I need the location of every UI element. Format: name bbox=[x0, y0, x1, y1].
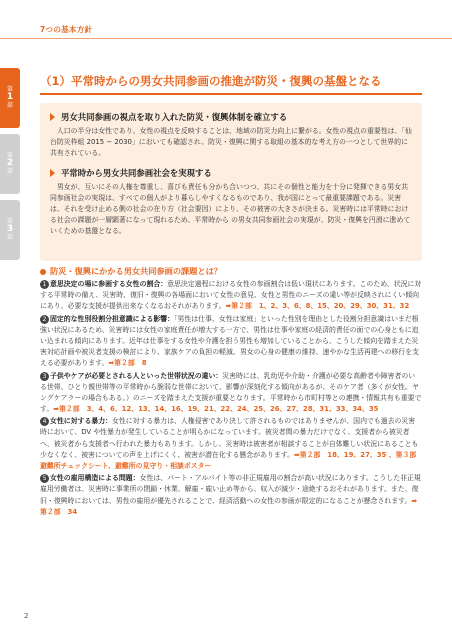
number-badge: 1 bbox=[40, 280, 49, 289]
part-tab-3[interactable]: 第 3 部 bbox=[0, 200, 20, 260]
cross-reference-link[interactable]: ➡第２部 1、2、3、6、8、15、20、29、30、31、32 bbox=[225, 302, 410, 311]
cross-reference-link[interactable]: ➡第２部 8 bbox=[108, 359, 147, 368]
number-badge: 5 bbox=[40, 474, 49, 483]
issues-heading: 防災・復興にかかる男女共同参画の課題とは？ bbox=[40, 266, 222, 277]
header-rule bbox=[0, 38, 452, 39]
issue-item: 1 意思決定の場に参画する女性の割合：意思決定過程における女性の参画割合は低い現状にあります。このため、状況に対する平常時の備え、災害時、復旧・復興の各場面において女性の意見、女性と男性のニーズの違い等が反映されにくい傾向にあり、必要な支援が提供出来なくなるおそれがあります。➡第２部 1、2、3、6、8、15、20、29、30、31、32 bbox=[40, 280, 422, 311]
part-tab-1[interactable]: 第 1 部 bbox=[0, 68, 20, 128]
chapter-label: 7つの基本方針 bbox=[40, 25, 93, 34]
number-badge: 3 bbox=[40, 372, 49, 381]
issue-item: 4 女性に対する暴力：女性に対する暴力は、人権侵害であり決して許されるものではありませんが、国内でも過去の災害時において、DV や性暴力が発生していることが明らかになっています。被災者間の暴力だけでなく、支援者から被災者へ、被災者から支援者へ行われた暴力もあります。しかし、災害時は被害者が相談することが自体難しい状況にあることも少なくなく、被害についての声を上げにくく、被害が潜在化する懸念があります。➡第２部 18、19、27、35 、第３部 避難所チェックシート、避難所の見守り・相談ポスター bbox=[40, 417, 424, 470]
principle-text-2: 男女が、互いにその人権を尊重し、喜びも責任も分かち合いつつ、共にその個性と能力を十分に発揮できる男女共同参画社会の実現は、すべての個人がより暮らしやすくなるものであり、我が国にとって最重要課題である。災害は、それを受け止める側の社会の在り方（社会要因）により、その被害の大きさが決まる。災害時には平常時における社会の課題が一層顕著になって現れるため、平常時から の男女共同参画社会の実現が、防災・復興を円滑に進めていくための基盤となる。 bbox=[50, 182, 411, 236]
principle-heading-2: 平常時から男女共同参画社会を実現する bbox=[50, 167, 412, 179]
principle-heading-1: 男女共同参画の視点を取り入れた防災・復興体制を確立する bbox=[50, 111, 412, 123]
number-badge: 4 bbox=[40, 417, 49, 426]
issue-item: 5 女性の雇用構造による問題：女性は、パート・アルバイト等の非正規雇用の割合が高い状況にあります。こうした非正規雇用労働者は、災害時に事業所の閉鎖・休業、解雇・雇い止め等から、収入が減少・途絶するおそれがあります。また、復旧・復興時においては、男性の雇用が優先されることで、経済活動への女性の参画が限定的になることが懸念されます。➡第２部 34 bbox=[40, 474, 421, 516]
number-badge: 2 bbox=[40, 315, 49, 324]
cross-reference-link[interactable]: ➡第２部 34 bbox=[40, 496, 418, 516]
section-title: （1）平常時からの男女共同参画の推進が防災・復興の基盤となる bbox=[40, 74, 382, 88]
part-tab-2[interactable]: 第 2 部 bbox=[0, 134, 20, 194]
triangle-bullet-icon bbox=[50, 113, 55, 121]
issue-item: 2 固定的な性別役割分担意識による影響：「男性は仕事、女性は家庭」といった性別を理由とした役割分担意識はいまだ根強い状況にあるため、災害時には女性の家庭責任が増大する一方で、男性は仕事や家庭の経済的責任の面での心身ともに追い込まれる傾向にあります。近年は仕事をする女性や介護を担う男性も増加していることから、こうした傾向を踏まえた災害対応計画や被災者支援の検討により、家族ケアの負担の軽減、男女の心身の健康の維持、速やかな生活再建への移行を支える必要があります。➡第２部 8 bbox=[40, 314, 419, 368]
section-underline bbox=[40, 93, 422, 95]
page-number: 2 bbox=[24, 612, 29, 620]
principle-text-1: 人口の半分は女性であり、女性の視点を反映することは、地域の防災力向上に繋がる。女性の視点の重要性は、「仙台防災枠組 2015 − 2030」においても確認され、防災・復興に関する取組の基本的な考え方の一つとして世界的に共有されている。 bbox=[50, 127, 412, 158]
cross-reference-link[interactable]: ➡第２部 3、4、6、12、13、14、16、19、21、22、24、25、26、27、28、31、33、34、35 bbox=[53, 405, 379, 414]
triangle-bullet-icon bbox=[50, 169, 55, 177]
issue-item: 3 子供やケアが必要とされる人といった世帯状況の違い：災害時には、乳幼児や介助・介護が必要な高齢者や障害者のいる世帯、ひとり親世帯等の平常時から脆弱な世帯において、影響が深刻化する傾向があるが、そのケア者（多くが女性。ヤングケアラーの場合もある。）のニーズを踏まえた支援が重要となります。平常時から市町村等との連携・情報共有も重要です。➡第２部 3、4、6、12、13、14、16、19、21、22、24、25、26、27、28、31、33、34、35 bbox=[40, 371, 422, 414]
part-tabs bbox=[0, 68, 20, 266]
issues-list bbox=[40, 279, 422, 519]
bullet-dot-icon bbox=[40, 269, 46, 275]
cross-reference-link[interactable]: ➡第２部 18、19、27、35 、第３部 避難所チェックシート、避難所の見守り・相談ポスター bbox=[40, 450, 424, 470]
principle-box bbox=[40, 103, 422, 261]
